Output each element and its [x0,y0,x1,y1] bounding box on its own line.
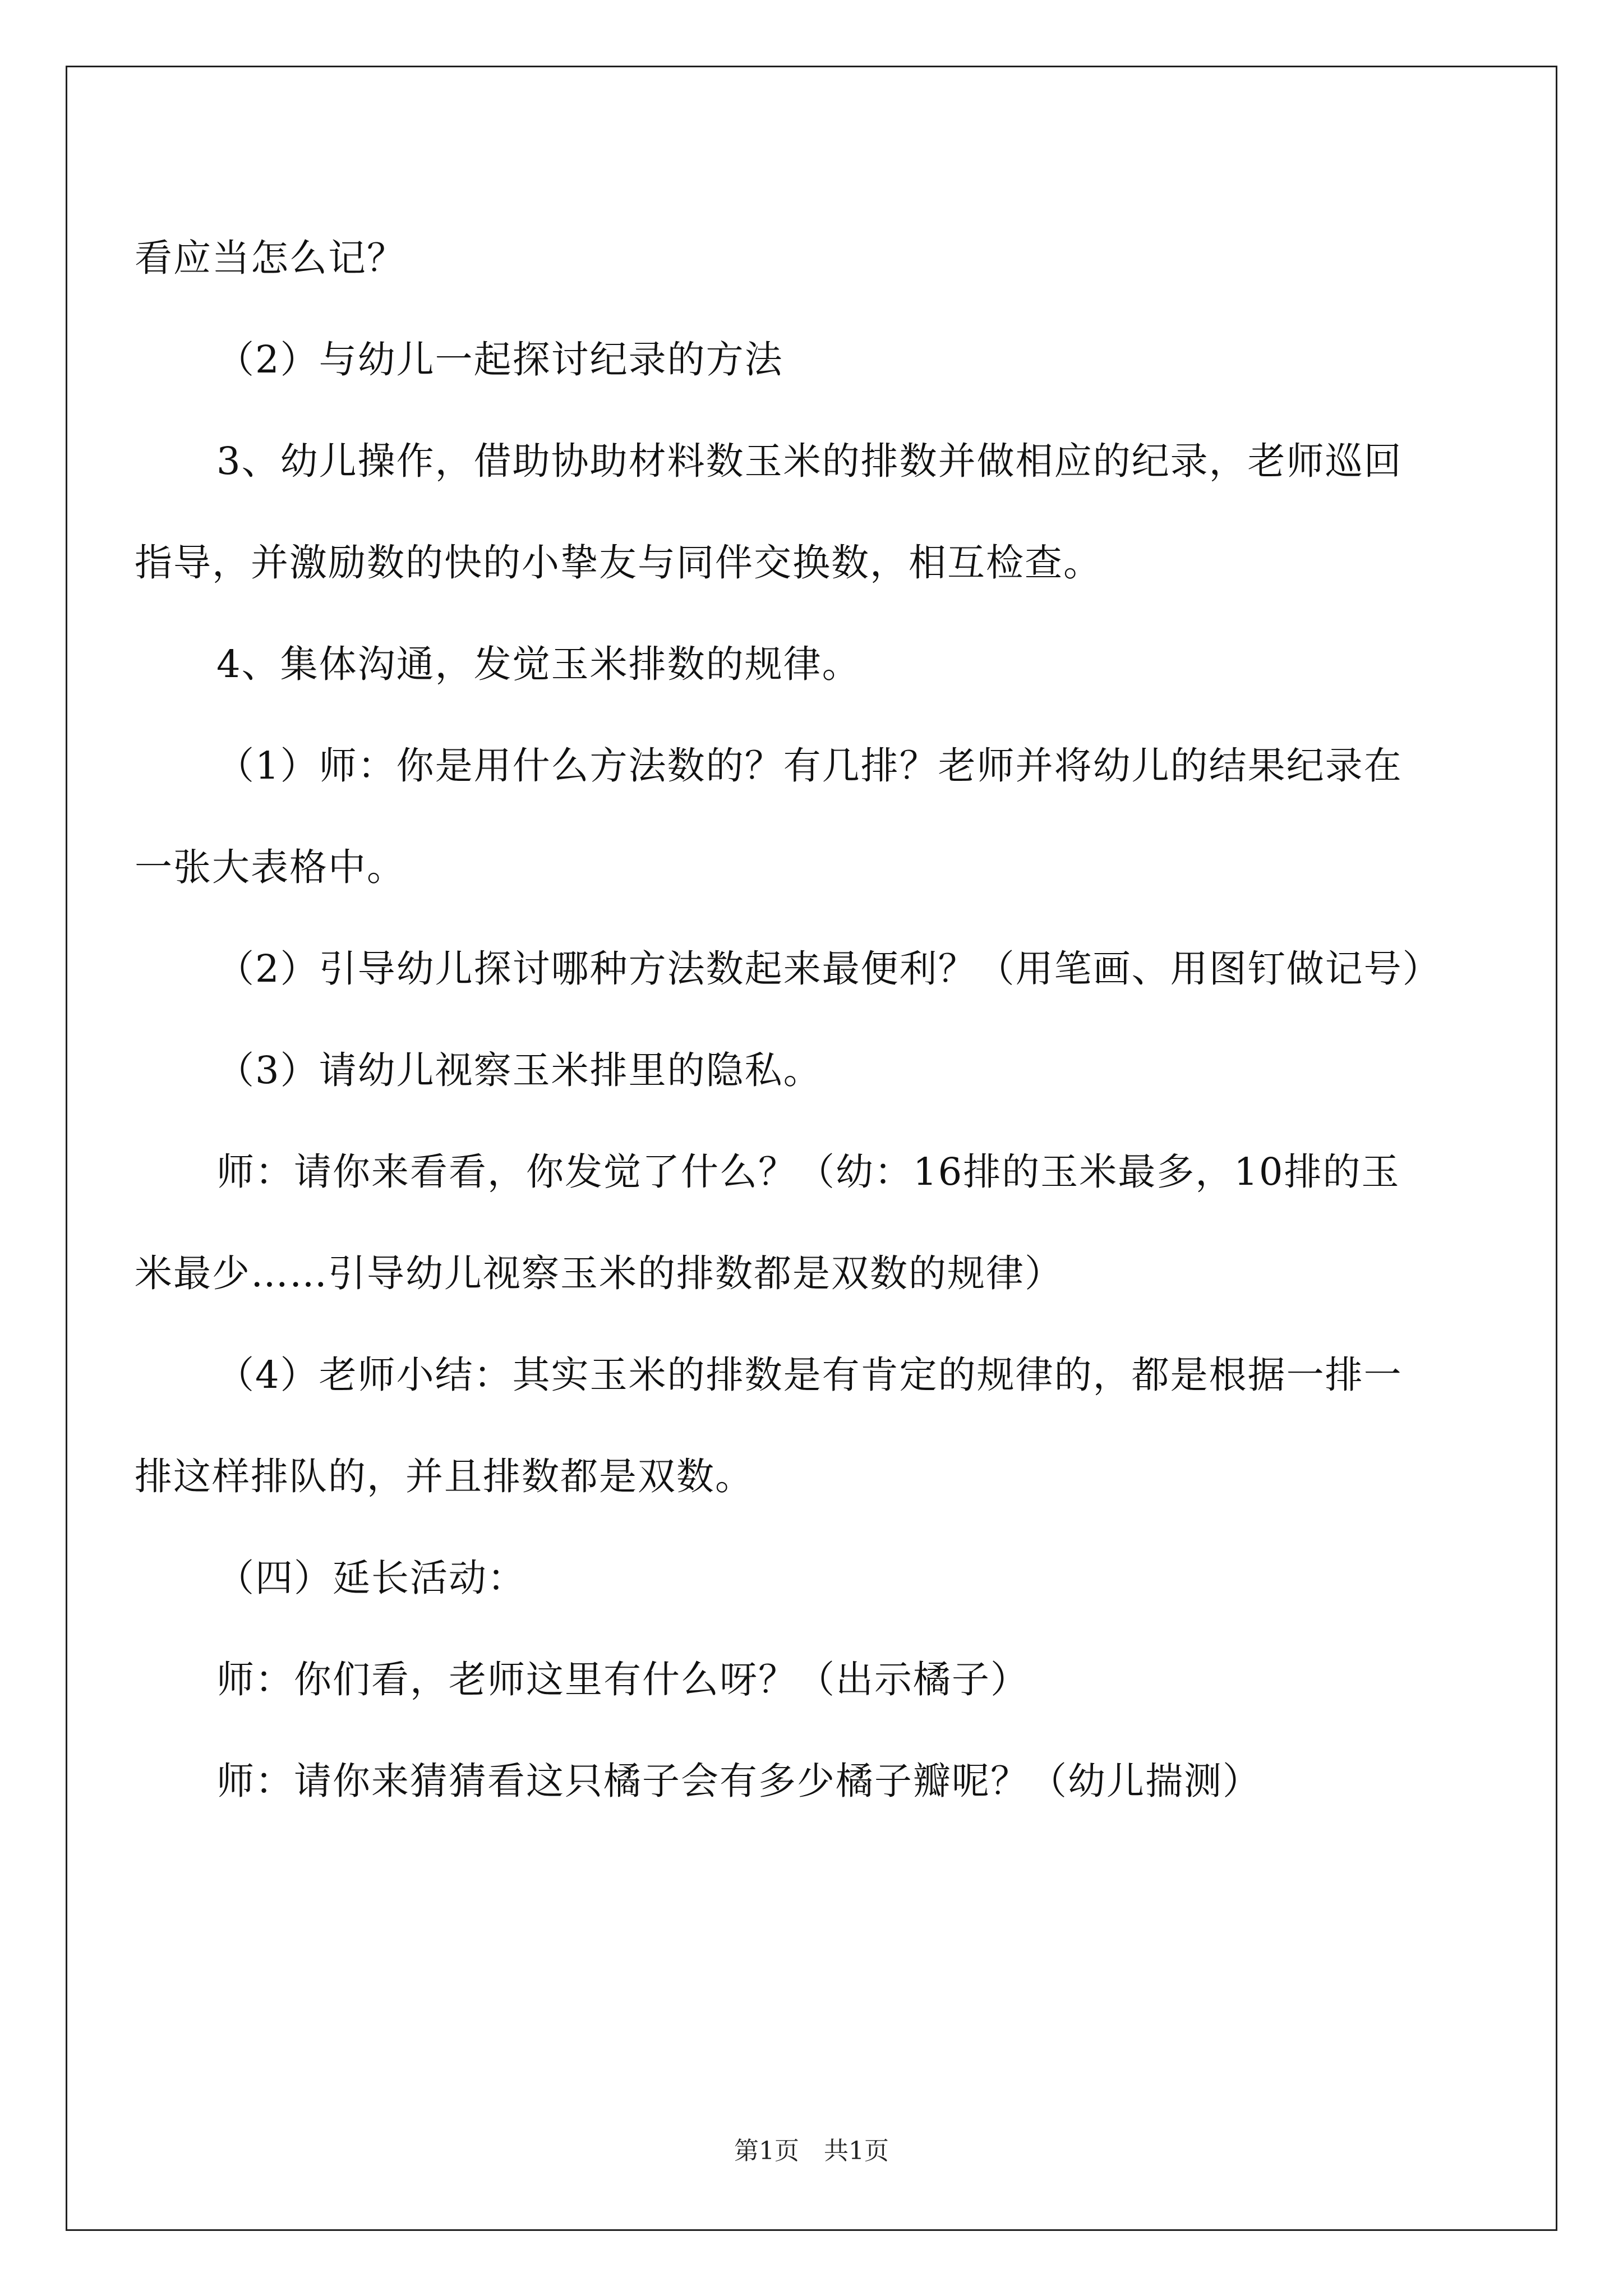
paragraph: 3、幼儿操作，借助协助材料数玉米的排数并做相应的纪录，老师巡回指导，并激励数的快的小挚友与同伴交换数，相互检查。 [135,439,1403,585]
paragraph: （3）请幼儿视察玉米排里的隐私。 [216,1048,822,1092]
paragraph: （2）引导幼儿探讨哪种方法数起来最便利？（用笔画、用图钉做记号） [216,947,1441,991]
paragraph: 师：请你来看看，你发觉了什么？（幼：16排的玉米最多，10排的玉米最少……引导幼儿视察玉米的排数都是双数的规律） [135,1150,1400,1295]
paragraph: 4、集体沟通，发觉玉米排数的规律。 [216,642,861,686]
paragraph: （1）师：你是用什么方法数的？有几排？老师并将幼儿的结果纪录在一张大表格中。 [135,744,1403,889]
paragraph: （4）老师小结：其实玉米的排数是有肯定的规律的，都是根据一排一排这样排队的，并且排数都是双数。 [135,1353,1403,1498]
paragraph: 师：你们看，老师这里有什么呀？（出示橘子） [216,1658,1029,1701]
paragraph: 看应当怎么记？ [135,236,405,280]
paragraph: 师：请你来猜猜看这只橘子会有多少橘子瓣呢？（幼儿揣测） [216,1759,1261,1803]
page-number-footer: 第1页 共1页 [734,2137,889,2165]
paragraph: （四）延长活动： [216,1556,526,1600]
paragraph: （2）与幼儿一起探讨纪录的方法 [216,338,783,381]
document-body [135,208,1441,1832]
